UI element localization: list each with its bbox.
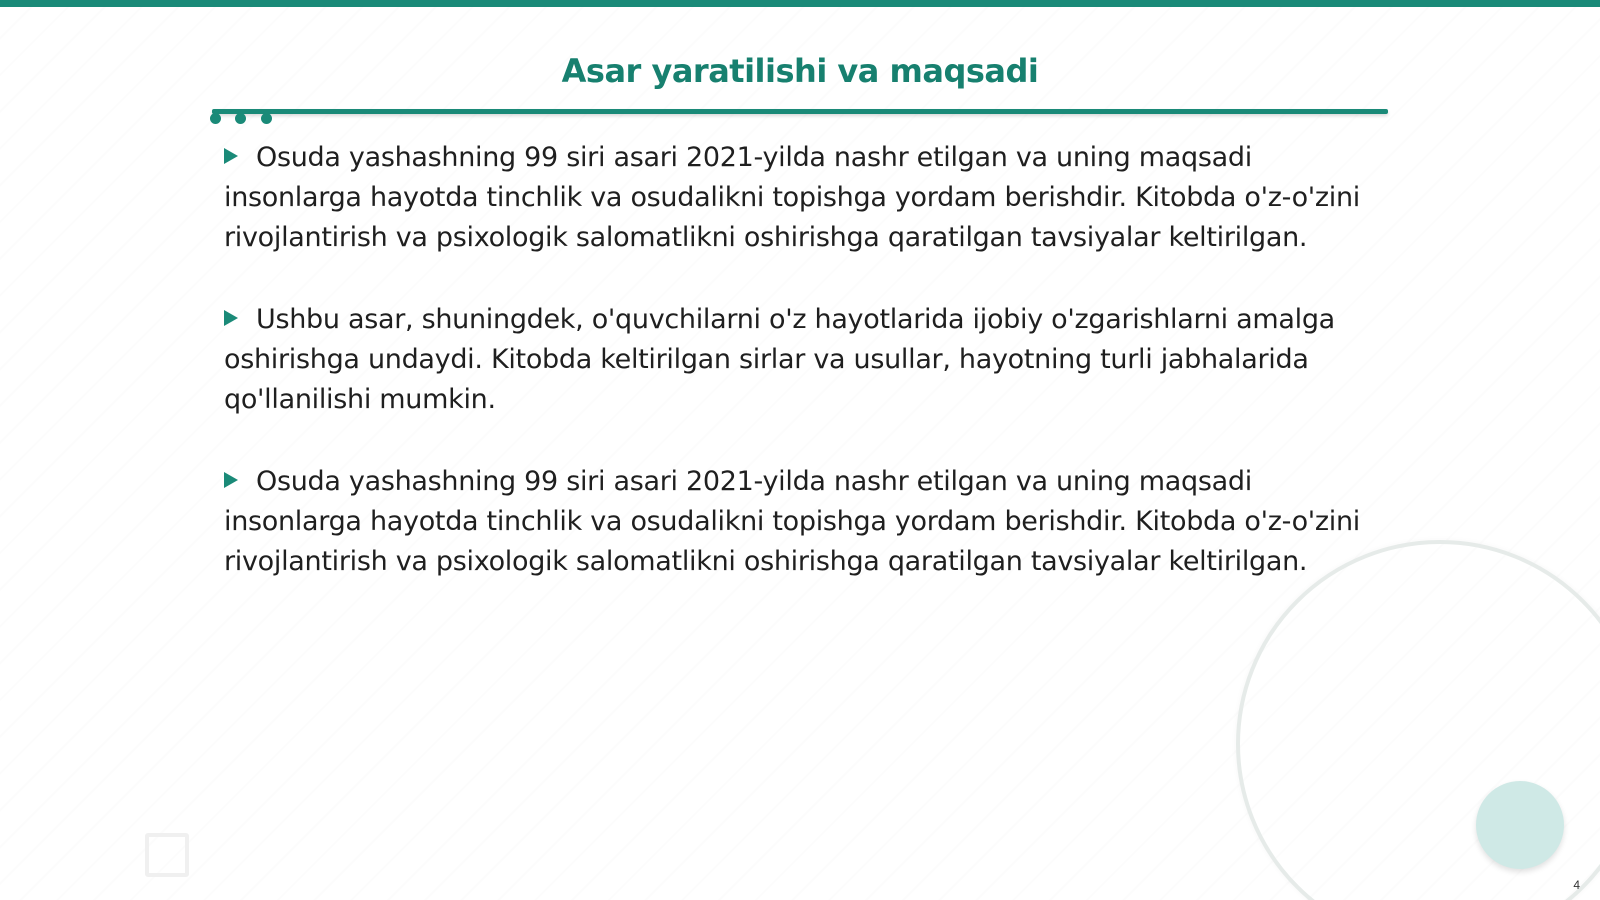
- decorative-dot: [261, 113, 272, 124]
- decorative-dot: [210, 113, 221, 124]
- triangle-right-icon: [224, 148, 238, 164]
- title-underline: [212, 109, 1388, 114]
- bullet-paragraph-2: [224, 300, 1374, 420]
- triangle-right-icon: [224, 472, 238, 488]
- triangle-right-icon: [224, 310, 238, 326]
- slide-title: Asar yaratilishi va maqsadi: [561, 52, 1039, 90]
- decorative-square: [145, 833, 189, 877]
- decorative-circle: [1476, 781, 1564, 869]
- bullet-paragraph-3: [224, 462, 1374, 582]
- top-accent-bar: [0, 0, 1600, 7]
- page-number: 4: [1573, 878, 1580, 892]
- bullet-text: Ushbu asar, shuningdek, o'quvchilarni o'z hayotlarida ijobiy o'zgarishlarni amalga oshirishga undaydi. Kitobda keltirilgan sirlar va usullar, hayotning turli jabhalarida qo'llanilishi mumkin.: [224, 304, 1335, 415]
- bullet-paragraph-1: [224, 138, 1374, 258]
- bullet-text: Osuda yashashning 99 siri asari 2021-yilda nashr etilgan va uning maqsadi insonlarga hayotda tinchlik va osudalikni topishga yordam berishdir. Kitobda o'z-o'zini rivojlantirish va psixologik salomatlikni oshirishga qaratilgan tavsiyalar keltirilgan.: [224, 142, 1361, 253]
- decorative-dot: [235, 113, 246, 124]
- bullet-list: [224, 138, 1374, 624]
- bullet-text: Osuda yashashning 99 siri asari 2021-yilda nashr etilgan va uning maqsadi insonlarga hayotda tinchlik va osudalikni topishga yordam berishdir. Kitobda o'z-o'zini rivojlantirish va psixologik salomatlikni oshirishga qaratilgan tavsiyalar keltirilgan.: [224, 466, 1361, 577]
